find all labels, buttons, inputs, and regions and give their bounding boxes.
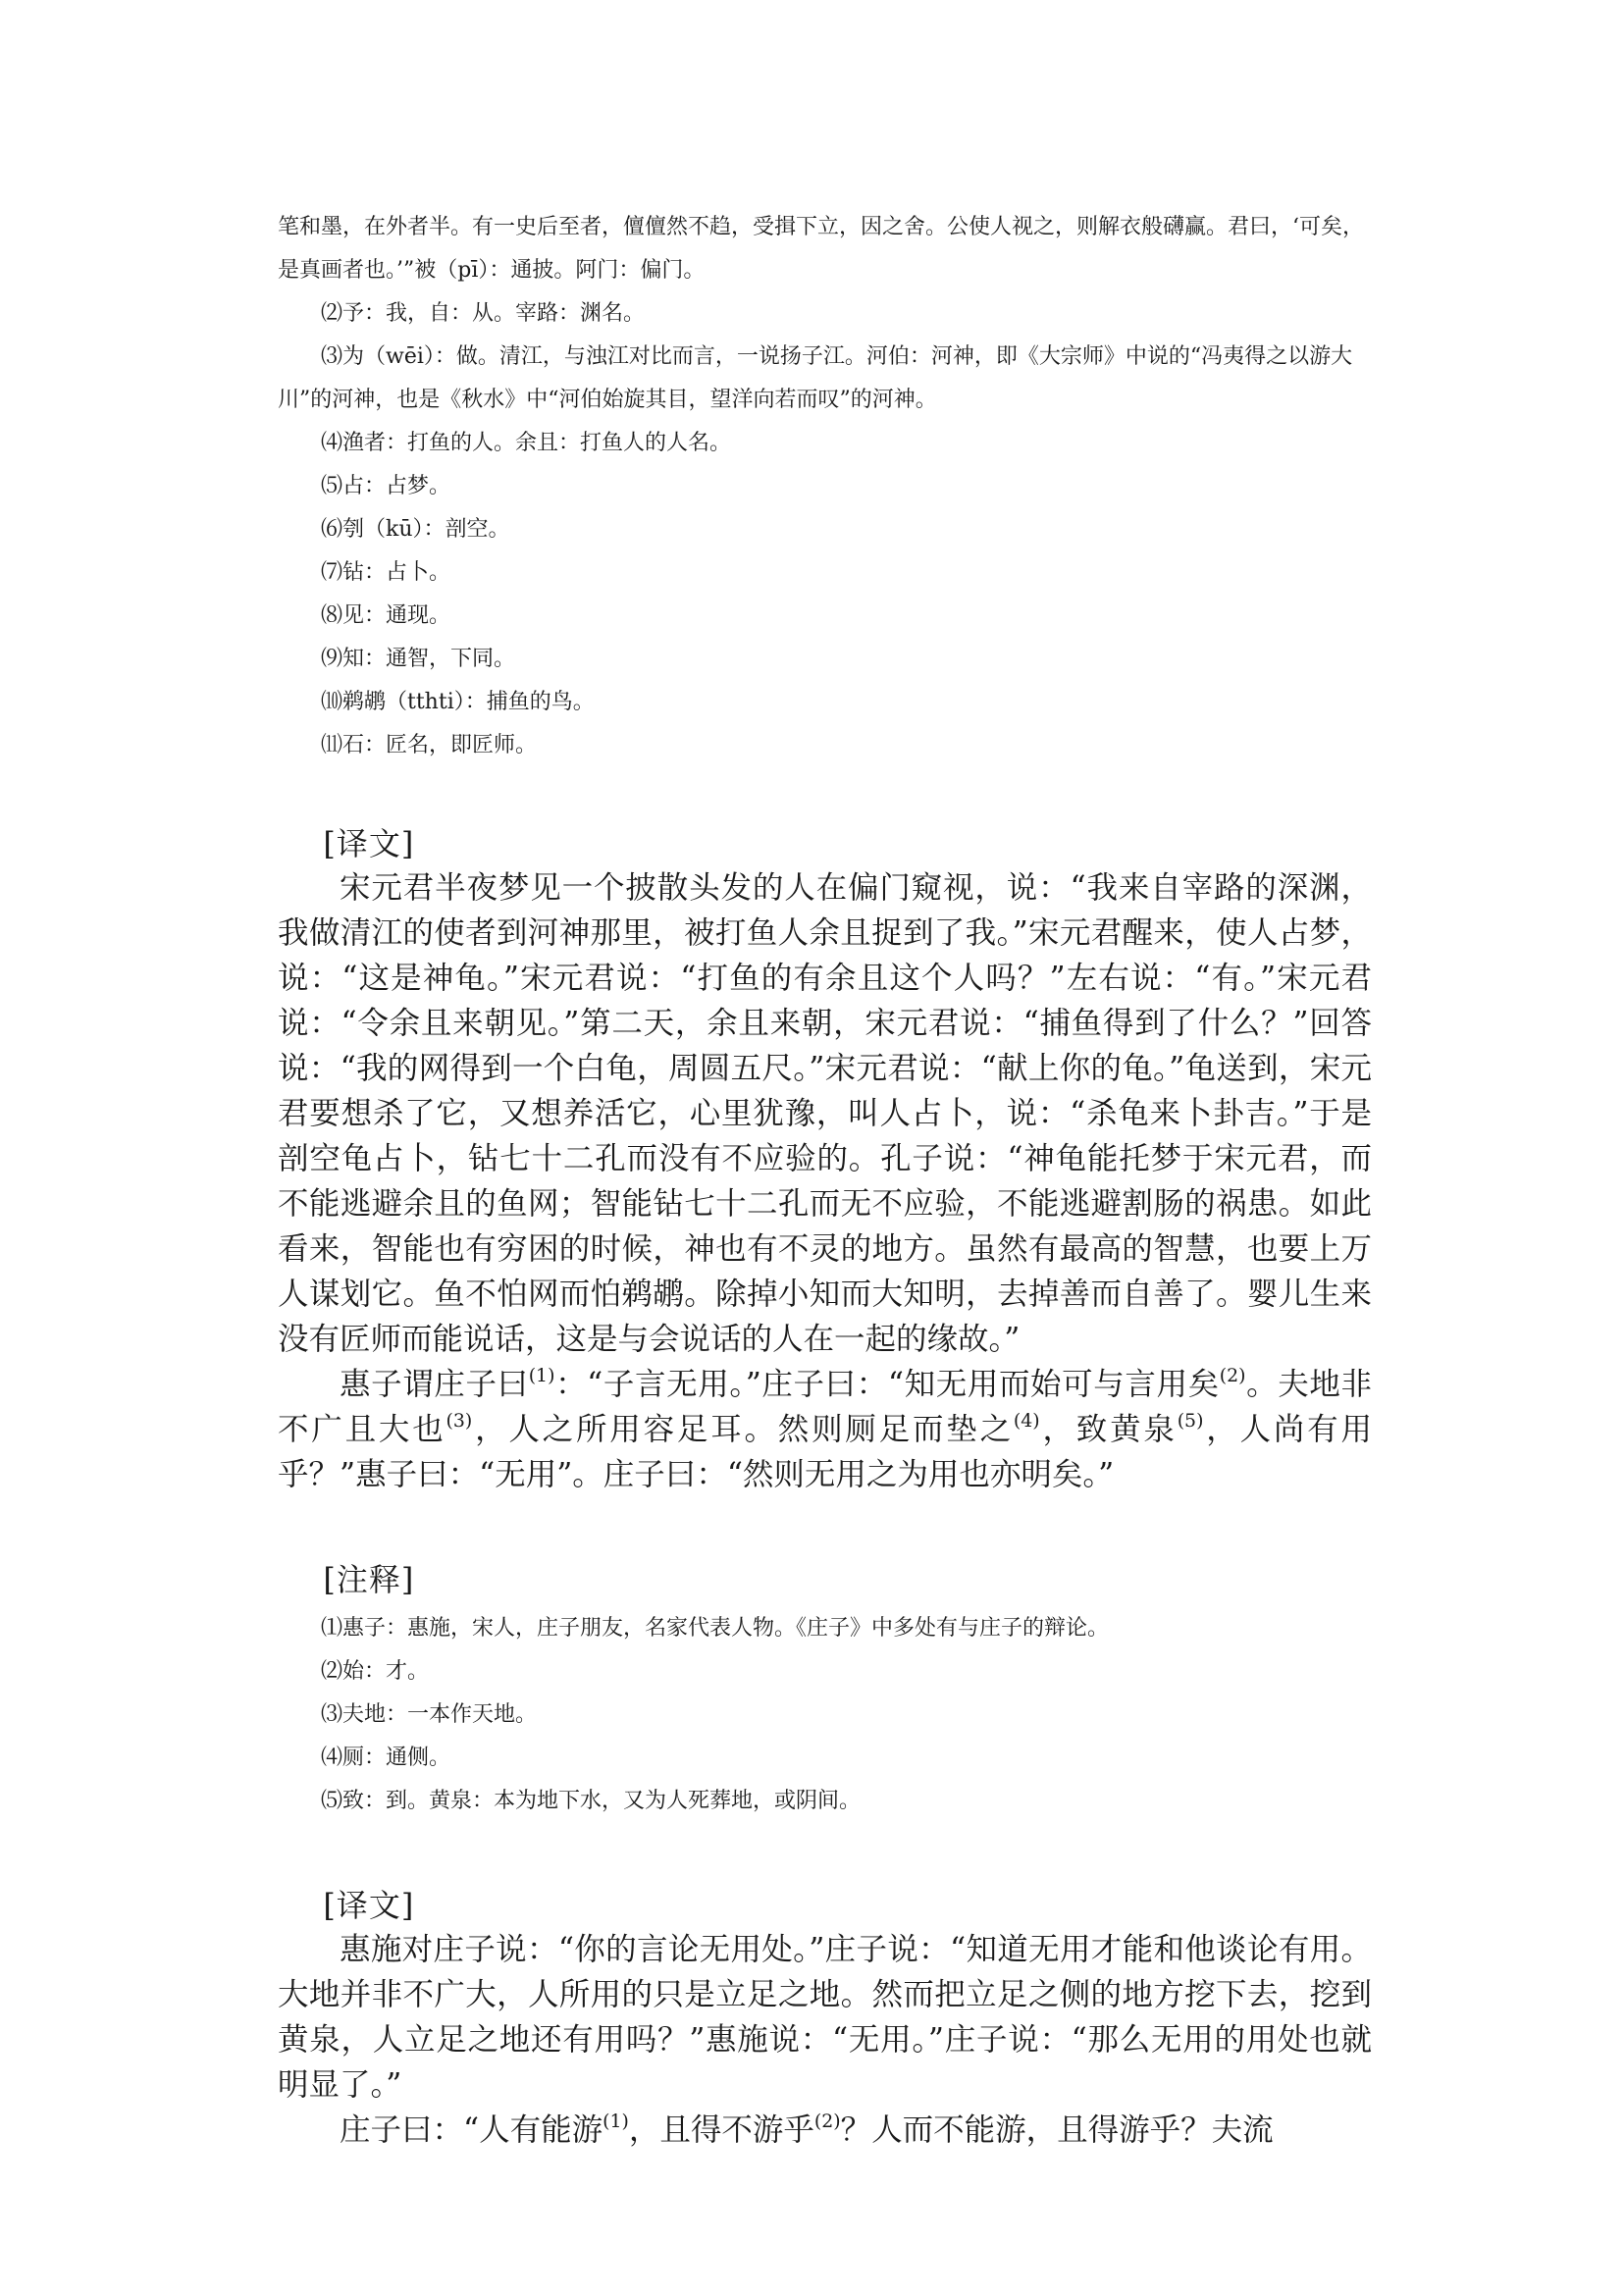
note-item: ⑾石：匠名，即匠师。 xyxy=(321,733,538,757)
note-item: ⑵予：我，自：从。宰路：渊名。 xyxy=(321,301,646,326)
section-heading-notes: [注释] xyxy=(323,1561,415,1598)
translation-text-2 xyxy=(278,1927,1372,2153)
note-item: ⑷渔者：打鱼的人。余且：打鱼人的人名。 xyxy=(321,431,732,455)
note-item: ⑷厕：通侧。 xyxy=(321,1746,451,1770)
translation-text-1 xyxy=(278,865,1372,1497)
notes-continued xyxy=(278,206,1372,767)
section-heading-translation-2: [译文] xyxy=(323,1887,415,1924)
passage-segment: 庄子曰：“人有能游 xyxy=(340,2112,603,2148)
original-passage-next xyxy=(278,2108,1372,2153)
footnote-marker: (1) xyxy=(528,1364,555,1386)
translation-paragraph: 惠施对庄子说：“你的言论无用处。”庄子说：“知道无用才能和他谈论有用。大地并非不广大，人所用的只是立足之地。然而把立足之侧的地方挖下去，挖到黄泉，人立足之地还有用吗？”惠施说：“无用。”庄子说：“那么无用的用处也就明显了。” xyxy=(278,1932,1372,2103)
footnote-marker: (3) xyxy=(445,1409,473,1432)
note-item: ⑹刳（kū）：剖空。 xyxy=(321,517,510,542)
note-item: ⑴惠子：惠施，宋人，庄子朋友，名家代表人物。《庄子》中多处有与庄子的辩论。 xyxy=(321,1616,1110,1641)
section-heading-translation: [译文] xyxy=(323,825,415,862)
note-item: ⑵始：才。 xyxy=(321,1659,430,1684)
passage-segment: ，致黄泉 xyxy=(1039,1412,1178,1447)
passage-segment: 惠子谓庄子曰 xyxy=(340,1367,529,1402)
translation-paragraph: 宋元君半夜梦见一个披散头发的人在偏门窥视，说：“我来自宰路的深渊，我做清江的使者到河神那里，被打鱼人余且捉到了我。”宋元君醒来，使人占梦，说：“这是神龟。”宋元君说：“打鱼的有余且这个人吗？”左右说：“有。”宋元君说：“令余且来朝见。”第二天，余且来朝，宋元君说：“捕鱼得到了什么？”回答说：“我的网得到一个白龟，周圆五尺。”宋元君说：“献上你的龟。”龟送到，宋元君要想杀了它，又想养活它，心里犹豫，叫人占卜，说：“杀龟来卜卦吉。”于是剖空龟占卜，钻七十二孔而没有不应验的。孔子说：“神龟能托梦于宋元君，而不能逃避余且的鱼网；智能钻七十二孔而无不应验，不能逃避割肠的祸患。如此看来，智能也有穷困的时候，神也有不灵的地方。虽然有最高的智慧，也要上万人谋划它。鱼不怕网而怕鹈鹕。除掉小知而大知明，去掉善而自善了。婴儿生来没有匠师而能说话，这是与会说话的人在一起的缘故。” xyxy=(278,870,1372,1357)
note-continuation: 笔和墨，在外者半。有一史后至者，儃儃然不趋，受揖下立，因之舍。公使人视之，则解衣般礴赢。君曰，‘可矣，是真画者也。’”被（pī）：通披。阿门：偏门。 xyxy=(278,215,1364,283)
footnote-marker: (1) xyxy=(602,2110,629,2132)
passage-segment: ，人之所用容足耳。然则厕足而垫之 xyxy=(472,1412,1014,1447)
note-item: ⑼知：通智，下同。 xyxy=(321,647,516,671)
note-item: ⑽鹈鹕（tthti）：捕鱼的鸟。 xyxy=(321,690,595,714)
note-item: ⑻见：通现。 xyxy=(321,603,451,628)
note-item: ⑸占：占梦。 xyxy=(321,474,451,498)
passage-segment: ？人而不能游，且得游乎？夫流 xyxy=(840,2112,1274,2148)
note-item: ⑺钻：占卜。 xyxy=(321,560,451,585)
note-item: ⑶夫地：一本作天地。 xyxy=(321,1702,538,1727)
passage-segment: ：“子言无用。”庄子曰：“知无用而始可与言用矣 xyxy=(554,1367,1220,1402)
footnote-marker: (4) xyxy=(1013,1409,1040,1432)
footnote-marker: (5) xyxy=(1177,1409,1204,1432)
original-passage xyxy=(278,1362,1372,1497)
passage-segment: ，且得不游乎 xyxy=(628,2112,814,2148)
note-item: ⑶为（wēi）：做。清江，与浊江对比而言，一说扬子江。河伯：河神，即《大宗师》中说的“冯夷得之以游大川”的河神，也是《秋水》中“河伯始旋其目，望洋向若而叹”的河神。 xyxy=(278,344,1353,412)
footnote-marker: (2) xyxy=(1219,1364,1246,1386)
note-item: ⑸致：到。黄泉：本为地下水，又为人死葬地，或阴间。 xyxy=(321,1789,862,1813)
footnote-marker: (2) xyxy=(813,2110,841,2132)
passage-segment: ，人尚有用乎？”惠子曰：“无用”。庄子曰：“然则无用之为用也亦明矣。” xyxy=(278,1412,1372,1492)
notes-list xyxy=(278,1607,1372,1823)
document-page xyxy=(278,206,1372,2153)
passage-segment: 。夫地非不广且大也 xyxy=(278,1367,1372,1447)
